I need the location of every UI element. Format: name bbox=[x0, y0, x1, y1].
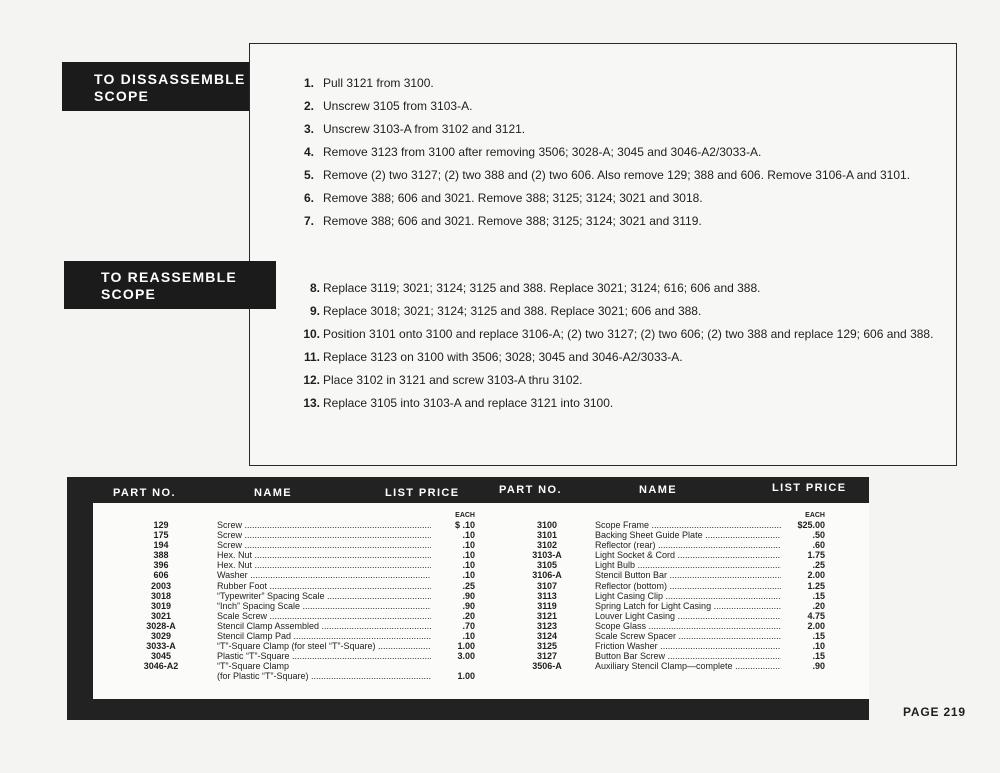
step-number: 6. bbox=[303, 191, 314, 205]
step-number: 7. bbox=[303, 214, 314, 228]
step-item bbox=[300, 145, 952, 159]
step-item bbox=[300, 214, 952, 228]
step-item bbox=[300, 304, 952, 318]
part-price: .10 bbox=[812, 641, 825, 652]
part-number: 606 bbox=[153, 570, 169, 581]
table-row bbox=[135, 671, 475, 681]
part-price: .50 bbox=[812, 530, 825, 541]
part-price: .25 bbox=[462, 580, 475, 591]
table-row bbox=[135, 560, 475, 570]
part-name: Plastic “T”-Square ..... bbox=[187, 651, 431, 661]
header-list-price: LIST PRICE bbox=[385, 487, 460, 499]
part-name: Washer ..... bbox=[187, 570, 431, 580]
part-price: .90 bbox=[462, 590, 475, 601]
part-price: .70 bbox=[462, 620, 475, 631]
part-number: 3506-A bbox=[532, 661, 562, 672]
part-number: 3018 bbox=[150, 590, 172, 601]
part-name: Button Bar Screw ..... bbox=[573, 651, 781, 661]
parts-column-left bbox=[135, 511, 475, 682]
part-number: 3019 bbox=[150, 600, 172, 611]
step-text: Replace 3105 into 3103-A and replace 3121 into 3100. bbox=[323, 396, 614, 410]
table-row bbox=[521, 581, 825, 591]
table-row bbox=[521, 611, 825, 621]
part-name: “Inch” Spacing Scale ..... bbox=[187, 601, 431, 611]
part-number: 3100 bbox=[536, 520, 558, 530]
part-price: .10 bbox=[462, 530, 475, 541]
part-price: .90 bbox=[812, 661, 825, 672]
part-number: 388 bbox=[153, 550, 169, 561]
part-price: 1.00 bbox=[457, 671, 475, 682]
table-row bbox=[521, 621, 825, 631]
part-price: 1.25 bbox=[807, 580, 825, 591]
step-text: Remove 388; 606 and 3021. Remove 388; 3125; 3124; 3021 and 3018. bbox=[323, 191, 703, 205]
step-item bbox=[300, 99, 952, 113]
part-price: 1.00 bbox=[457, 641, 475, 652]
part-price: $25.00 bbox=[797, 520, 825, 530]
part-number: 3113 bbox=[537, 590, 557, 601]
part-price bbox=[431, 661, 475, 671]
part-price: 3.00 bbox=[457, 651, 475, 662]
part-price: .20 bbox=[462, 610, 475, 621]
reassemble-steps bbox=[300, 281, 952, 419]
table-row bbox=[135, 570, 475, 580]
step-item bbox=[300, 350, 952, 364]
part-number: 3119 bbox=[537, 600, 557, 611]
step-number: 12. bbox=[303, 373, 320, 387]
part-number: 3123 bbox=[536, 620, 558, 631]
step-number: 10. bbox=[303, 327, 320, 341]
part-number: 2003 bbox=[150, 580, 172, 591]
header-name: NAME bbox=[254, 487, 292, 499]
step-text: Remove 388; 606 and 3021. Remove 388; 3125; 3124; 3021 and 3119. bbox=[323, 214, 702, 228]
page-number: PAGE 219 bbox=[903, 705, 966, 719]
part-price: $ .10 bbox=[454, 520, 475, 530]
table-row bbox=[135, 581, 475, 591]
table-row bbox=[521, 550, 825, 560]
part-price: 2.00 bbox=[807, 570, 825, 581]
part-number: 175 bbox=[153, 530, 169, 541]
part-name: Stencil Clamp Pad ..... bbox=[187, 631, 431, 641]
part-price: .10 bbox=[462, 560, 475, 571]
table-row bbox=[135, 661, 475, 671]
each-label: EACH bbox=[455, 512, 475, 519]
table-row bbox=[521, 661, 825, 671]
table-row bbox=[521, 530, 825, 540]
part-number: 3103-A bbox=[532, 550, 562, 561]
table-row bbox=[521, 651, 825, 661]
part-price: .15 bbox=[812, 590, 825, 601]
step-number: 11. bbox=[303, 350, 320, 364]
part-number: 3046-A2 bbox=[143, 661, 179, 672]
step-item bbox=[300, 396, 952, 410]
table-row bbox=[135, 550, 475, 560]
step-text: Position 3101 onto 3100 and replace 3106-A; (2) two 3127; (2) two 606; (2) two 388 and replace 129; 606 and 388. bbox=[323, 327, 934, 341]
part-name: Scale Screw ..... bbox=[187, 611, 431, 621]
step-number: 4. bbox=[303, 145, 314, 159]
part-name: Rubber Foot ..... bbox=[187, 581, 431, 591]
part-price: .15 bbox=[812, 631, 825, 642]
step-text: Unscrew 3103-A from 3102 and 3121. bbox=[323, 122, 526, 136]
part-name: Light Socket & Cord ..... bbox=[573, 550, 781, 560]
step-text: Pull 3121 from 3100. bbox=[323, 76, 434, 90]
table-row bbox=[135, 631, 475, 641]
part-name: Reflector (rear) ..... bbox=[573, 540, 781, 550]
part-name: “T”-Square Clamp bbox=[217, 661, 290, 672]
part-name: Screw ..... bbox=[187, 520, 431, 530]
part-number: 3045 bbox=[150, 651, 172, 662]
part-name: Light Casing Clip ..... bbox=[573, 591, 781, 601]
step-item bbox=[300, 327, 952, 341]
part-name: Hex. Nut ..... bbox=[187, 550, 431, 560]
part-price: .15 bbox=[812, 651, 825, 662]
step-text: Replace 3123 on 3100 with 3506; 3028; 3045 and 3046-A2/3033-A. bbox=[323, 350, 683, 364]
step-number: 5. bbox=[303, 168, 314, 182]
part-number: 3028-A bbox=[146, 620, 176, 631]
part-price: .90 bbox=[462, 600, 475, 611]
part-number: 3106-A bbox=[532, 570, 562, 581]
step-number: 9. bbox=[309, 304, 320, 318]
step-item bbox=[300, 373, 952, 387]
part-name: Reflector (bottom) ..... bbox=[573, 581, 781, 591]
part-price: .10 bbox=[462, 540, 475, 551]
part-price: .10 bbox=[462, 550, 475, 561]
part-name: (for Plastic “T”-Square) ..... bbox=[187, 671, 431, 681]
part-number: 3125 bbox=[536, 641, 558, 652]
step-item bbox=[300, 122, 952, 136]
part-number: 3101 bbox=[536, 530, 558, 541]
part-name: Friction Washer ..... bbox=[573, 641, 781, 651]
table-row bbox=[135, 611, 475, 621]
header-name-2: NAME bbox=[639, 484, 677, 496]
step-item bbox=[300, 281, 952, 295]
table-row bbox=[135, 520, 475, 530]
part-name: Stencil Button Bar ..... bbox=[573, 570, 781, 580]
table-row bbox=[521, 631, 825, 641]
part-price: .20 bbox=[812, 600, 825, 611]
part-number: 396 bbox=[153, 560, 169, 571]
table-row bbox=[135, 621, 475, 631]
disassemble-steps bbox=[300, 76, 952, 237]
table-row bbox=[135, 591, 475, 601]
table-row bbox=[521, 641, 825, 651]
part-name: Screw ..... bbox=[187, 540, 431, 550]
part-number: 3021 bbox=[150, 610, 172, 621]
part-number: 3033-A bbox=[146, 641, 176, 652]
part-name: Scale Screw Spacer ..... bbox=[573, 631, 781, 641]
step-text: Remove (2) two 3127; (2) two 388 and (2) two 606. Also remove 129; 388 and 606. Remove 3106-A and 3101. bbox=[323, 168, 911, 182]
table-row bbox=[521, 520, 825, 530]
part-price: 4.75 bbox=[807, 610, 825, 621]
step-number: 1. bbox=[303, 76, 314, 90]
part-number bbox=[135, 671, 187, 681]
step-number: 13. bbox=[303, 396, 320, 410]
part-price: .10 bbox=[462, 631, 475, 642]
part-name: Screw ..... bbox=[187, 530, 431, 540]
table-row bbox=[521, 601, 825, 611]
part-price: 2.00 bbox=[807, 620, 825, 631]
part-number: 3107 bbox=[536, 580, 558, 591]
table-row bbox=[135, 601, 475, 611]
table-row bbox=[521, 560, 825, 570]
part-name: Louver Light Casing ..... bbox=[573, 611, 781, 621]
step-text: Unscrew 3105 from 3103-A. bbox=[323, 99, 473, 113]
part-number: 3121 bbox=[536, 610, 558, 621]
part-price: .25 bbox=[812, 560, 825, 571]
step-item bbox=[300, 168, 952, 182]
step-text: Remove 3123 from 3100 after removing 3506; 3028-A; 3045 and 3046-A2/3033-A. bbox=[323, 145, 762, 159]
header-list-price-2: LIST PRICE bbox=[772, 482, 847, 494]
part-name: Scope Glass ..... bbox=[573, 621, 781, 631]
table-row bbox=[135, 530, 475, 540]
part-number: 129 bbox=[153, 520, 169, 530]
part-price: 1.75 bbox=[807, 550, 825, 561]
part-price: .60 bbox=[812, 540, 825, 551]
part-number: 3124 bbox=[536, 631, 558, 642]
step-text: Replace 3119; 3021; 3124; 3125 and 388. Replace 3021; 3124; 616; 606 and 388. bbox=[323, 281, 761, 295]
part-name: Hex. Nut ..... bbox=[187, 560, 431, 570]
part-name: Stencil Clamp Assembled ..... bbox=[187, 621, 431, 631]
part-number: 3105 bbox=[536, 560, 558, 571]
part-name: Scope Frame ..... bbox=[573, 520, 781, 530]
part-name: Backing Sheet Guide Plate ..... bbox=[573, 530, 781, 540]
part-name: “T”-Square Clamp (for steel “T”-Square) ..... bbox=[187, 641, 431, 651]
table-row bbox=[135, 540, 475, 550]
step-number: 3. bbox=[303, 122, 314, 136]
step-item bbox=[300, 76, 952, 90]
table-row bbox=[521, 570, 825, 580]
header-part-no: PART NO. bbox=[113, 487, 176, 499]
parts-table-body bbox=[93, 503, 869, 699]
part-name: Auxiliary Stencil Clamp—complete ..... bbox=[573, 661, 781, 671]
table-row bbox=[135, 651, 475, 661]
part-number: 3102 bbox=[536, 540, 558, 551]
parts-table bbox=[67, 477, 869, 720]
step-number: 2. bbox=[303, 99, 314, 113]
disassemble-heading: TO DISSASSEMBLE SCOPE bbox=[62, 62, 249, 111]
part-name: Spring Latch for Light Casing ..... bbox=[573, 601, 781, 611]
step-text: Place 3102 in 3121 and screw 3103-A thru 3102. bbox=[323, 373, 583, 387]
table-row bbox=[521, 591, 825, 601]
part-number: 3029 bbox=[150, 631, 172, 642]
part-number: 3127 bbox=[536, 651, 558, 662]
table-row bbox=[521, 540, 825, 550]
parts-column-right bbox=[521, 511, 825, 671]
step-number: 8. bbox=[309, 281, 320, 295]
table-row bbox=[135, 641, 475, 651]
part-price: .10 bbox=[462, 570, 475, 581]
each-label-2: EACH bbox=[805, 512, 825, 519]
step-item bbox=[300, 191, 952, 205]
step-text: Replace 3018; 3021; 3124; 3125 and 388. Replace 3021; 606 and 388. bbox=[323, 304, 702, 318]
part-name: Light Bulb ..... bbox=[573, 560, 781, 570]
part-name: “Typewriter” Spacing Scale ..... bbox=[187, 591, 431, 601]
part-number: 194 bbox=[153, 540, 169, 551]
header-part-no-2: PART NO. bbox=[499, 484, 562, 496]
reassemble-heading: TO REASSEMBLE SCOPE bbox=[64, 261, 276, 309]
